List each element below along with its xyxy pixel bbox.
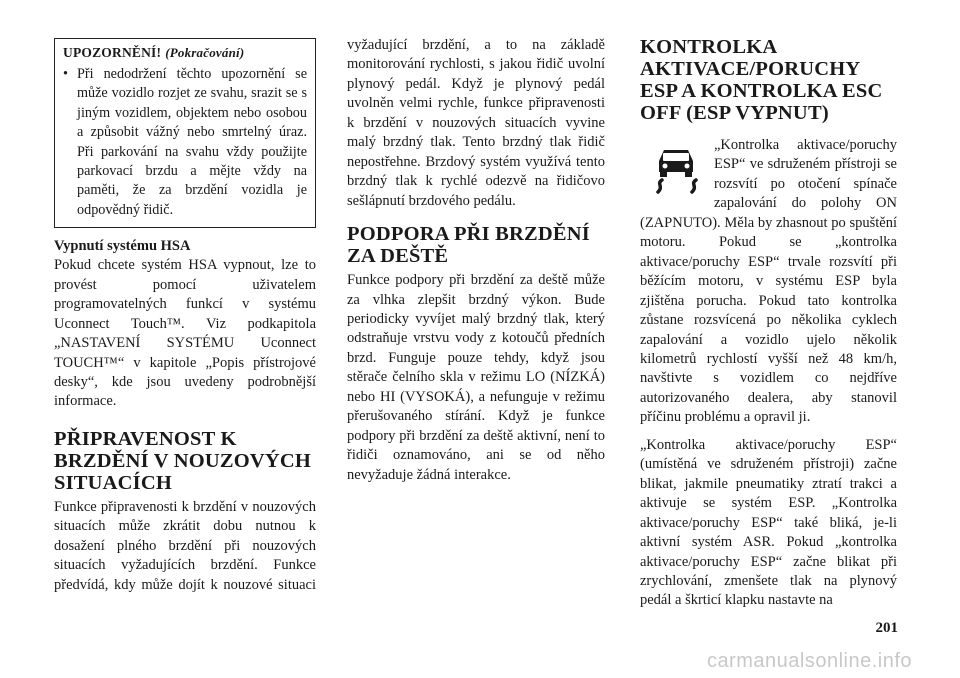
column-1 [54,36,316,595]
warning-text: Při nedodržení těchto upozornění se může vozidlo rozjet ze svahu, srazit se s jiným vozidlem, objektem nebo osobou a způsobit vážný nebo smrtelný úraz. Při parkování na svahu vždy použijte parkovací brzdu a mějte vždy na paměti, že za brzdění vozidla je odpovědný řidič. [77,66,307,218]
warning-title: UPOZORNĚNÍ! [63,45,162,60]
brake-ready-paragraph-continued: vyžadující brzdění, a to na základě monitorování rychlosti, s jakou řidič uvolní plynový pedál. Když je plynový pedál uvolněn velmi rychle, funkce připravenosti k brzdění v nouzových situacích vyvine malý brzdný tlak. Tento brzdný tlak řidič nepostřehne. Brzdový systém využívá tento brzdný tlak k rychlé odezvě na řidičovo sešlápnutí brzdového pedálu. [347,37,605,209]
column-3 [640,36,897,611]
watermark: carmanualsonline.info [706,650,912,672]
warning-box [54,38,316,228]
hsa-paragraph: Pokud chcete systém HSA vypnout, lze to provést pomocí uživatelem programovatelných funkcí v systému Uconnect Touch™. Viz podkapitola „NASTAVENÍ SYSTÉMU Uconnect TOUCH™“ v kapitole „Popis přístrojové desky“, kde jsou uvedeny podrobnější informace. [54,257,316,410]
esp-skid-warning-icon [646,136,706,196]
column-2 [347,36,605,485]
brake-ready-paragraph: Funkce připravenosti k brzdění v nouzových situacích může zkrátit dobu nutnou k dosažení plného brzdění při nouzových situacích vyžadujících brzdění. Funkce předvídá, kdy může dojít k nouzové situaci [54,498,316,593]
bullet: • [63,66,68,82]
warning-continued-note: (Pokračování) [165,45,245,60]
hsa-heading: Vypnutí systému HSA [54,238,191,255]
warning-list-item [63,65,307,220]
rain-brake-heading: PODPORA PŘI BRZDĚNÍ ZA DEŠTĚ [347,223,590,268]
esp-paragraph-1: „Kontrolka aktivace/poruchy ESP“ ve sdruženém přístroji se rozsvítí po otočení spínače zapalování do polohy ON (ZAPNUTO). Měla by zhasnout po spuštění motoru. Pokud se „kontrolka aktivace/poruchy ESP“ trvale rozsvítí při běžícím motoru, v systému ESP byla zjištěna porucha. Pokud tato kontrolka zůstane rozsvícená po několika cyklech zapalování a vozidlo ujelo několik kilometrů rychlostí vyšší než 48 km/h, navštivte s vozidlem co nejdříve autorizovaného dealera, aby stanovil příčinu problému a opravil ji. [640,137,897,426]
brake-ready-heading: PŘIPRAVENOST K BRZDĚNÍ V NOUZOVÝCH SITUACÍCH [54,427,312,494]
rain-brake-paragraph: Funkce podpory při brzdění za deště může za vlhka zlepšit brzdný výkon. Bude periodicky vyvíjet malý brzdný tlak, který odstraňuje vrstvu vody z kotoučů předních brzd. Funguje pouze tehdy, když jsou stěrače čelního skla v režimu LO (NÍZKÁ) nebo HI (VYSOKÁ), a nefunguje v režimu přerušovaného stírání. Když je funkce podpory při brzdění za deště aktivní, není to řidiči oznamováno, ani se od něho nevyžaduje žádná interakce. [347,272,605,483]
warning-heading [63,44,307,61]
esp-heading: KONTROLKA AKTIVACE/PORUCHY ESP A KONTROLKA ESC OFF (ESP VYPNUT) [640,36,883,124]
page-number: 201 [875,620,898,636]
esp-paragraph-2: „Kontrolka aktivace/poruchy ESP“ (umístěná ve sdruženém přístroji) začne blikat, jakmile pneumatiky ztratí trakci a aktivuje se systém ESP. „Kontrolka aktivace/poruchy ESP“ také bliká, je-li aktivní systém ASR. Pokud „kontrolka aktivace/poruchy ESP“ začne blikat při zrychlování, zmenšete tlak na plynový pedál a škrticí klapku nastavte na [640,436,897,609]
